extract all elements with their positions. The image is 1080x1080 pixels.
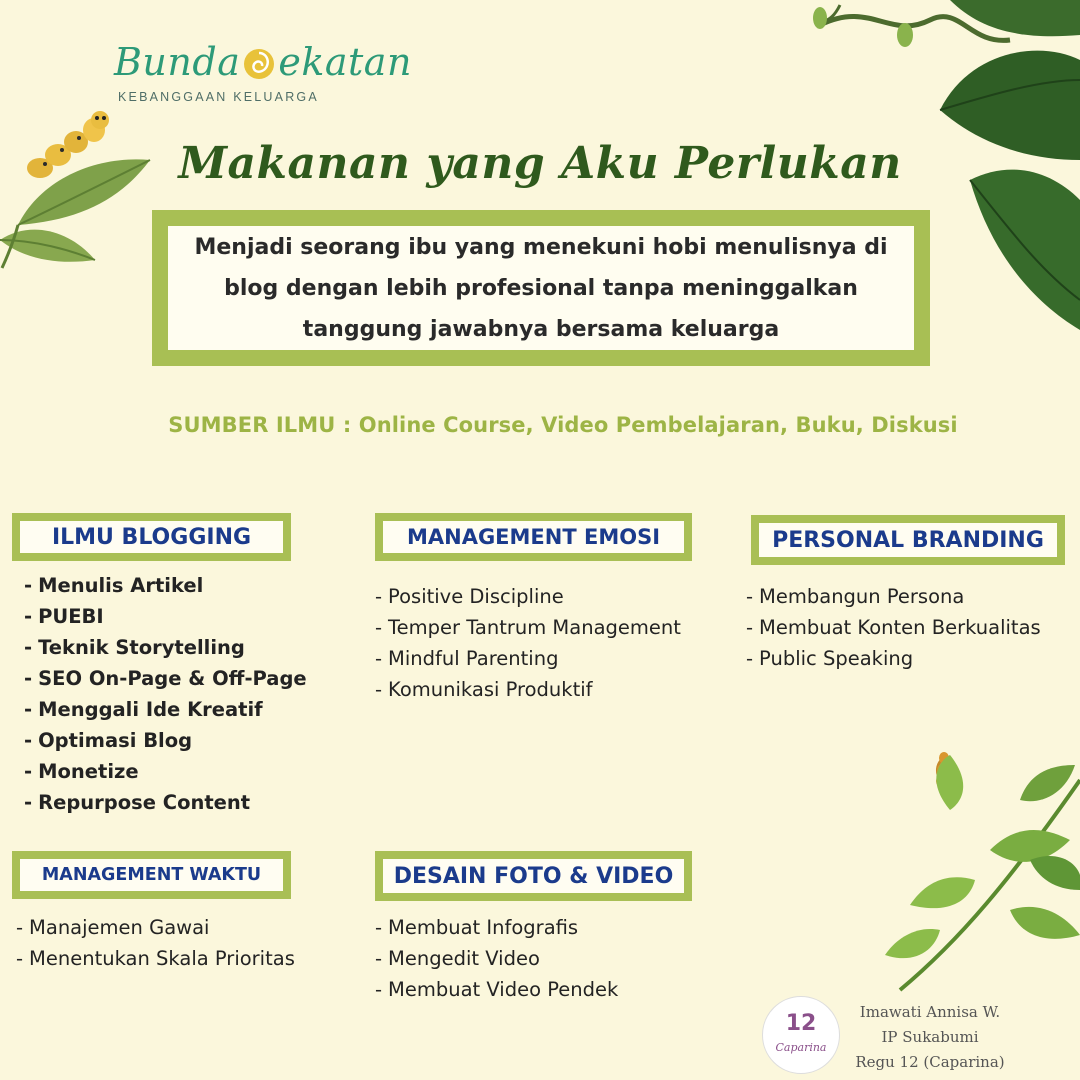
section-header-personal-branding	[751, 515, 1065, 565]
list-item: - Membangun Persona	[746, 585, 965, 608]
logo-wordmark	[114, 40, 412, 84]
logo-word-left: Bunda	[114, 40, 241, 84]
list-item: - Repurpose Content	[24, 791, 251, 814]
logo-word-right: ekatan	[278, 40, 412, 84]
list-item: - Membuat Infografis	[375, 916, 579, 939]
page-title: Makanan yang Aku Perlukan	[178, 138, 902, 189]
list-ilmu-blogging	[24, 570, 307, 818]
mission-box	[152, 210, 930, 366]
list-item: - Temper Tantrum Management	[375, 616, 681, 639]
section-header-label: PERSONAL BRANDING	[772, 527, 1044, 553]
list-item: - SEO On-Page & Off-Page	[24, 667, 307, 690]
list-management-emosi	[375, 581, 681, 705]
knowledge-sources: SUMBER ILMU : Online Course, Video Pembelajaran, Buku, Diskusi	[168, 413, 958, 437]
badge-number: 12	[785, 1011, 817, 1036]
bunda-cekatan-logo	[114, 40, 412, 110]
list-item: - Mindful Parenting	[375, 647, 559, 670]
section-header-management-emosi	[375, 513, 692, 561]
list-item: - Menulis Artikel	[24, 574, 204, 597]
list-item: - Positive Discipline	[375, 585, 564, 608]
list-personal-branding	[746, 581, 1041, 674]
list-item: - PUEBI	[24, 605, 104, 628]
list-item: - Optimasi Blog	[24, 729, 193, 752]
list-item: - Manajemen Gawai	[16, 916, 210, 939]
section-header-label: MANAGEMENT WAKTU	[41, 865, 262, 885]
section-header-management-waktu	[12, 851, 291, 899]
list-item: - Monetize	[24, 760, 139, 783]
caparina-badge-logo	[762, 996, 840, 1074]
credit-group: IP Sukabumi	[881, 1028, 979, 1046]
logo-tagline: KEBANGGAAN KELUARGA	[118, 90, 319, 104]
section-header-label: MANAGEMENT EMOSI	[406, 525, 661, 549]
mission-text: Menjadi seorang ibu yang menekuni hobi menulisnya di blog dengan lebih profesional tanpa meninggalkan tanggung jawabnya bersama keluarga	[194, 234, 888, 342]
list-item: - Komunikasi Produktif	[375, 678, 593, 701]
badge-name: Caparina	[775, 1041, 827, 1054]
list-item: - Mengedit Video	[375, 947, 540, 970]
list-item: - Membuat Video Pendek	[375, 978, 619, 1001]
list-item: - Menggali Ide Kreatif	[24, 698, 263, 721]
author-credit	[840, 1000, 1020, 1075]
list-item: - Menentukan Skala Prioritas	[16, 947, 295, 970]
list-item: - Teknik Storytelling	[24, 636, 245, 659]
section-header-label: ILMU BLOGGING	[51, 524, 252, 550]
section-header-desain-foto-video	[375, 851, 692, 901]
leaf-bottom-right-illustration	[880, 740, 1080, 1000]
list-item: - Membuat Konten Berkualitas	[746, 616, 1041, 639]
list-management-waktu	[16, 912, 295, 974]
logo-swirl-icon	[242, 47, 276, 81]
section-header-ilmu-blogging	[12, 513, 291, 561]
list-desain-foto-video	[375, 912, 618, 1005]
section-header-label: DESAIN FOTO & VIDEO	[393, 863, 674, 889]
credit-name: Imawati Annisa W.	[859, 1003, 1001, 1021]
credit-team: Regu 12 (Caparina)	[855, 1053, 1005, 1071]
list-item: - Public Speaking	[746, 647, 914, 670]
